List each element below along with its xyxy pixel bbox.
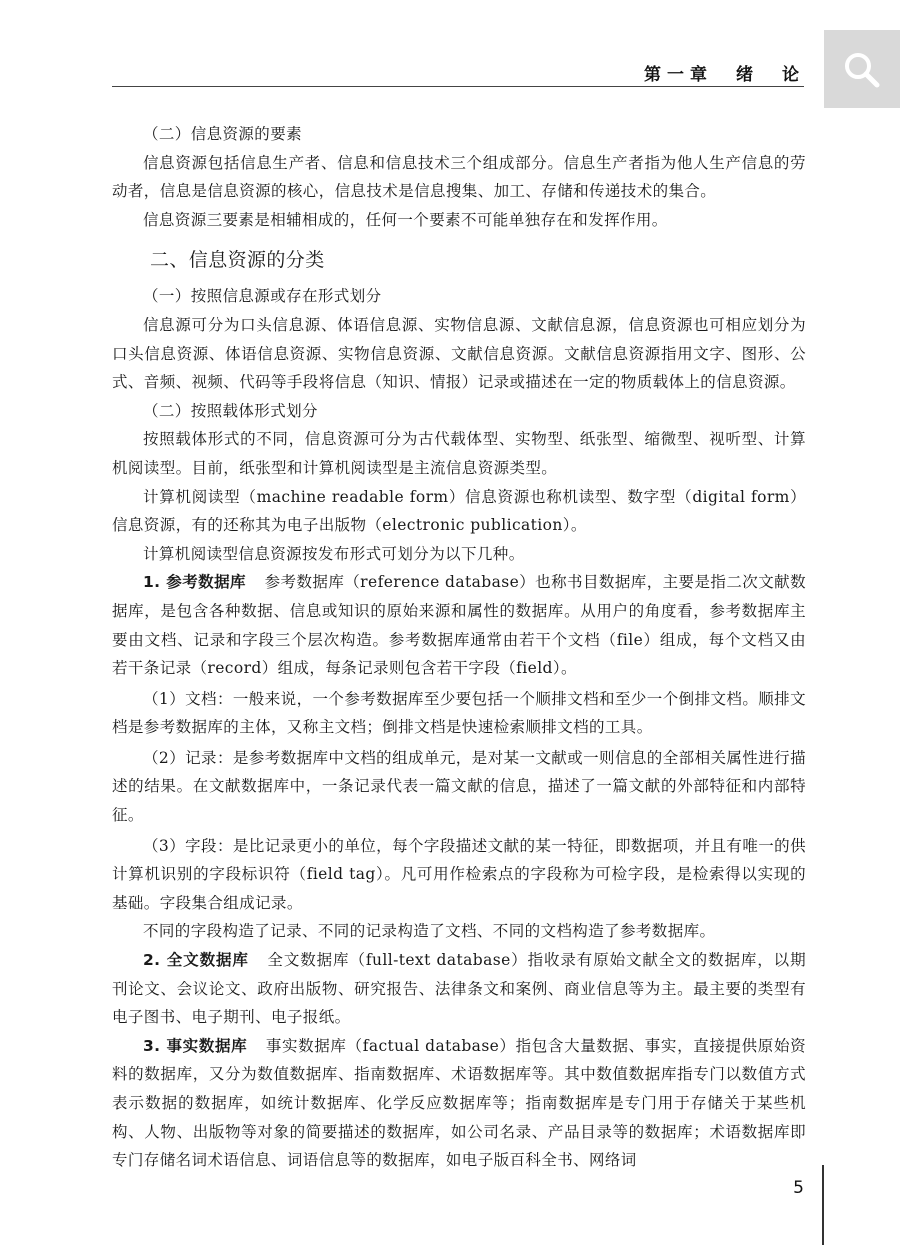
paragraph: 按照载体形式的不同，信息资源可分为古代载体型、实物型、纸张型、缩微型、视听型、计算机阅读型。目前，纸张型和计算机阅读型是主流信息资源类型。 [112, 430, 806, 477]
paragraph [112, 1032, 806, 1175]
term-heading: 3. 事实数据库 [143, 1036, 248, 1055]
header-divider [112, 86, 804, 87]
paragraph: 计算机阅读型信息资源按发布形式可划分为以下几种。 [143, 544, 525, 563]
paragraph: 不同的字段构造了记录、不同的记录构造了文档、不同的文档构造了参考数据库。 [143, 922, 716, 941]
paragraph: 信息资源三要素是相辅相成的，任何一个要素不可能单独存在和发挥作用。 [143, 210, 668, 229]
page-number: 5 [793, 1178, 804, 1198]
paragraph-text: 全文数据库（full-text database）指收录有原始文献全文的数据库，以期刊论文、会议论文、政府出版物、研究报告、法律条文和案例、商业信息等为主。最主要的类型有电子图书、电子期刊、电子报纸。 [112, 951, 806, 1027]
subheading: （二）按照载体形式划分 [143, 401, 318, 420]
paragraph [112, 946, 806, 1032]
term-heading: 2. 全文数据库 [143, 951, 249, 970]
paragraph-text: 事实数据库（factual database）指包含大量数据、事实，直接提供原始资料的数据库，又分为数值数据库、指南数据库、术语数据库等。其中数值数据库指专门以数值方式表示数据的数据库，如统计数据库、化学反应数据库等；指南数据库是专门用于存储关于某些机构、人物、出版物等对象的简要描述的数据库，如公司名录、产品目录等的数据库；术语数据库即专门存储名词术语信息、词语信息等的数据库，如电子版百科全书、网络词 [112, 1036, 806, 1170]
paragraph: 信息资源包括信息生产者、信息和信息技术三个组成部分。信息生产者指为他人生产信息的劳动者，信息是信息资源的核心，信息技术是信息搜集、加工、存储和传递技术的集合。 [112, 153, 806, 201]
section-heading: 二、信息资源的分类 [150, 249, 325, 272]
paragraph: （2）记录：是参考数据库中文档的组成单元，是对某一文献或一则信息的全部相关属性进行描述的结果。在文献数据库中，一条记录代表一篇文献的信息，描述了一篇文献的外部特征和内部特征。 [112, 748, 806, 825]
search-icon [842, 50, 882, 90]
term-heading: 1. 参考数据库 [143, 573, 246, 592]
page-body [112, 120, 806, 1175]
paragraph: 信息源可分为口头信息源、体语信息源、实物信息源、文献信息源，信息资源也可相应划分为口头信息资源、体语信息资源、实物信息资源、文献信息资源。文献信息资源指用文字、图形、公式、音频、视频、代码等手段将信息（知识、情报）记录或描述在一定的物质载体上的信息资源。 [112, 315, 806, 392]
search-button[interactable] [824, 30, 900, 108]
paragraph: 计算机阅读型（machine readable form）信息资源也称机读型、数字型（digital form）信息资源，有的还称其为电子出版物（electronic publication）。 [112, 487, 806, 535]
page-number-rule [822, 1165, 824, 1245]
chapter-header: 第一章 绪 论 [644, 65, 805, 85]
subheading: （二）信息资源的要素 [143, 125, 303, 143]
paragraph: （3）字段：是比记录更小的单位，每个字段描述文献的某一特征，即数据项，并且有唯一的供计算机识别的字段标识符（field tag）。凡可用作检索点的字段称为可检字段，是检索得以实现的基础。字段集合组成记录。 [112, 836, 806, 912]
paragraph-text: 参考数据库（reference database）也称书目数据库，主要是指二次文献数据库，是包含各种数据、信息或知识的原始来源和属性的数据库。从用户的角度看，参考数据库主要由文档、记录和字段三个层次构造。参考数据库通常由若干个文档（file）组成，每个文档又由若干条记录（record）组成，每条记录则包含若干字段（field）。 [112, 573, 806, 678]
subheading: （一）按照信息源或存在形式划分 [143, 287, 382, 306]
paragraph [112, 568, 806, 682]
paragraph: （1）文档：一般来说，一个参考数据库至少要包括一个顺排文档和至少一个倒排文档。顺排文档是参考数据库的主体，又称主文档；倒排文档是快速检索顺排文档的工具。 [112, 689, 806, 737]
